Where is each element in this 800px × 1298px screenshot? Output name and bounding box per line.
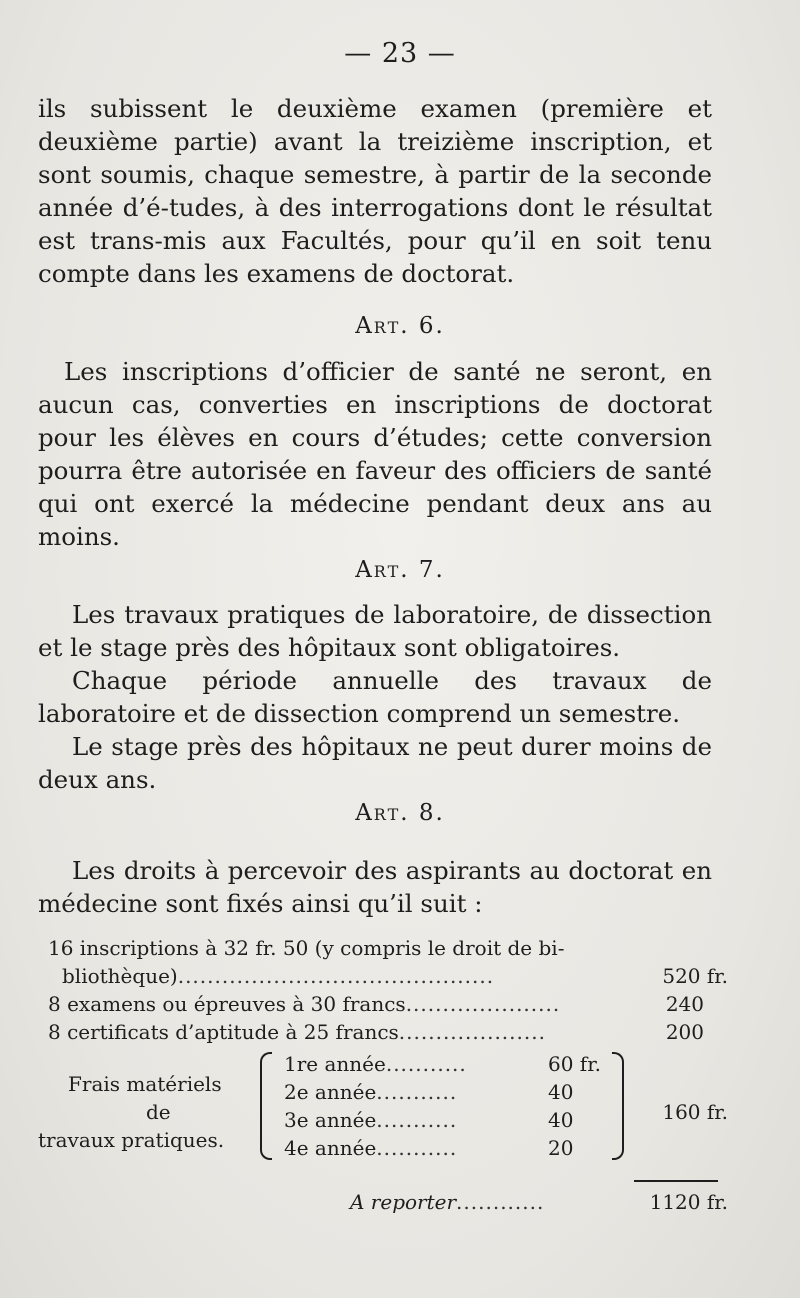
article-6-heading: Art. 6. [355,313,445,339]
leader-dots: ..................... [405,992,561,1016]
frais-label-2: de [146,1100,171,1124]
paragraph-article-6: Les inscriptions d’officier de santé ne seront, en aucun cas, converties en inscriptions de doctorat pour les élèves en cours d’études; cette conversion pourra être autorisée en faveur des officiers de santé qui ont exercé la médecine pendant deux ans au moins. [38,357,712,551]
leader-dots: ........................................... [177,964,495,988]
year-row-1 [284,1050,467,1078]
left-brace [260,1052,272,1160]
year-row-4 [284,1134,457,1162]
article-8-heading: Art. 8. [355,800,445,826]
year-label: 3e année [284,1108,377,1132]
page-number: — 23 — [344,38,456,69]
report-line [350,1188,544,1216]
fee-certificats-label: 8 certificats d’aptitude à 25 francs [48,1020,399,1044]
leader-dots: ........... [376,1080,458,1104]
frais-label-3: travaux pratiques. [38,1128,225,1152]
leader-dots: ........... [376,1136,458,1160]
year-amount: 60 fr. [548,1052,601,1076]
leader-dots: ............ [456,1190,545,1214]
report-label: A reporter [350,1190,457,1214]
paragraph-article-8: Les droits à percevoir des aspirants au doctorat en médecine sont fixés ainsi qu’il suit : [38,856,712,918]
fee-table [38,934,728,1234]
frais-total-amount: 160 fr. [662,1100,728,1124]
right-brace [612,1052,624,1160]
report-amount: 1120 fr. [649,1190,728,1214]
year-row-2 [284,1078,457,1106]
sum-rule [634,1180,718,1182]
fee-inscriptions-line2 [62,962,494,990]
year-amount: 40 [548,1108,574,1132]
paragraph-article-7-c: Le stage près des hôpitaux ne peut durer moins de deux ans. [38,732,712,794]
article-7-heading: Art. 7. [355,557,445,583]
year-label: 1re année [284,1052,386,1076]
leader-dots: ........... [385,1052,467,1076]
paragraph-article-7-b: Chaque période annuelle des travaux de laboratoire et de dissection comprend un semestre. [38,666,712,728]
paragraph-intro: ils subissent le deuxième examen (première et deuxième partie) avant la treizième inscription, et sont soumis, chaque semestre, à partir de la seconde année d’é-tudes, à des interrogations dont le résultat est trans-mis aux Facultés, pour qu’il en soit tenu compte dans les examens de doctorat. [38,94,712,288]
year-amount: 20 [548,1136,574,1160]
fee-certificats-line [48,1018,546,1046]
frais-label-1: Frais matériels [68,1072,222,1096]
fee-certificats-amount: 200 [665,1020,704,1044]
year-label: 4e année [284,1136,377,1160]
paragraph-article-7-a: Les travaux pratiques de laboratoire, de dissection et le stage près des hôpitaux sont obligatoires. [38,600,712,662]
year-label: 2e année [284,1080,377,1104]
leader-dots: ........... [376,1108,458,1132]
fee-inscriptions-amount: 520 fr. [662,964,728,988]
year-amount: 40 [548,1080,574,1104]
fee-examens-line [48,990,560,1018]
fee-inscriptions-label: bliothèque) [62,964,178,988]
leader-dots: .................... [398,1020,546,1044]
year-row-3 [284,1106,457,1134]
fee-inscriptions-line1: 16 inscriptions à 32 fr. 50 (y compris le droit de bi- [48,936,565,960]
fee-examens-label: 8 examens ou épreuves à 30 francs [48,992,406,1016]
fee-examens-amount: 240 [665,992,704,1016]
